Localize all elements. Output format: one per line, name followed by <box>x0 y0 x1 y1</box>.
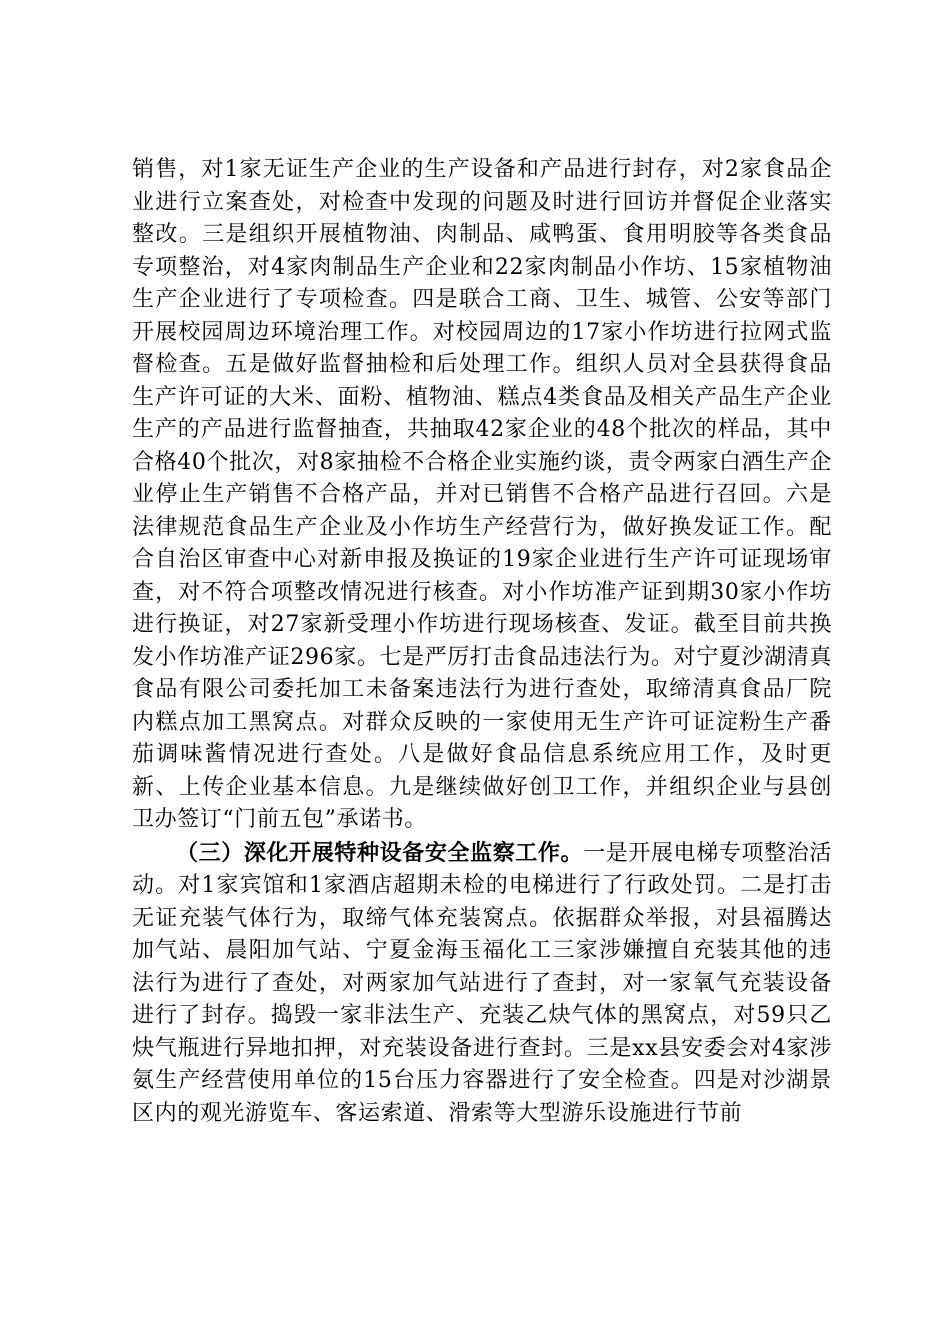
section-heading: （三）深化开展特种设备安全监察工作。 <box>176 839 584 866</box>
document-page <box>132 154 832 1214</box>
body-paragraph: 销售，对1家无证生产企业的生产设备和产品进行封存，对2家食品企业进行立案查处，对检查中发现的问题及时进行回访并督促企业落实整改。三是组织开展植物油、肉制品、咸鸭蛋、食用明胶等各类食品专项整治，对4家肉制品生产企业和22家肉制品小作坊、15家植物油生产企业进行了专项检查。四是联合工商、卫生、城管、公安等部门开展校园周边环境治理工作。对校园周边的17家小作坊进行拉网式监督检查。五是做好监督抽检和后处理工作。组织人员对全县获得食品生产许可证的大米、面粉、植物油、糕点4类食品及相关产品生产企业生产的产品进行监督抽查，共抽取42家企业的48个批次的样品，其中合格40个批次，对8家抽检不合格企业实施约谈，责令两家白酒生产企业停止生产销售不合格产品，并对已销售不合格产品进行召回。六是法律规范食品生产企业及小作坊生产经营行为，做好换发证工作。配合自治区审查中心对新申报及换证的19家企业进行生产许可证现场审查，对不符合项整改情况进行核查。对小作坊准产证到期30家小作坊进行换证，对27家新受理小作坊进行现场核查、发证。截至目前共换发小作坊准产证296家。七是严厉打击食品违法行为。对宁夏沙湖清真食品有限公司委托加工未备案违法行为进行查处，取缔清真食品厂院内糕点加工黑窝点。对群众反映的一家使用无生产许可证淀粉生产番茄调味酱情况进行查处。八是做好食品信息系统应用工作，及时更新、上传企业基本信息。九是继续做好创卫工作，并组织企业与县创卫办签订“门前五包”承诺书。 <box>132 157 832 832</box>
section-paragraph <box>132 837 832 1131</box>
section-body: 一是开展电梯专项整治活动。对1家宾馆和1家酒店超期未检的电梯进行了行政处罚。二是打击无证充装气体行为，取缔气体充装窝点。依据群众举报，对县福腾达加气站、晨阳加气站、宁夏金海玉福化工三家涉嫌擅自充装其他的违法行为进行了查处，对两家加气站进行了查封，对一家氧气充装设备进行了封存。捣毁一家非法生产、充装乙炔气体的黑窝点，对59只乙炔气瓶进行异地扣押，对充装设备进行查封。三是xx县安委会对4家涉氨生产经营使用单位的15台压力容器进行了安全检查。四是对沙湖景区内的观光游览车、客运索道、滑索等大型游乐设施进行节前 <box>132 840 832 1126</box>
